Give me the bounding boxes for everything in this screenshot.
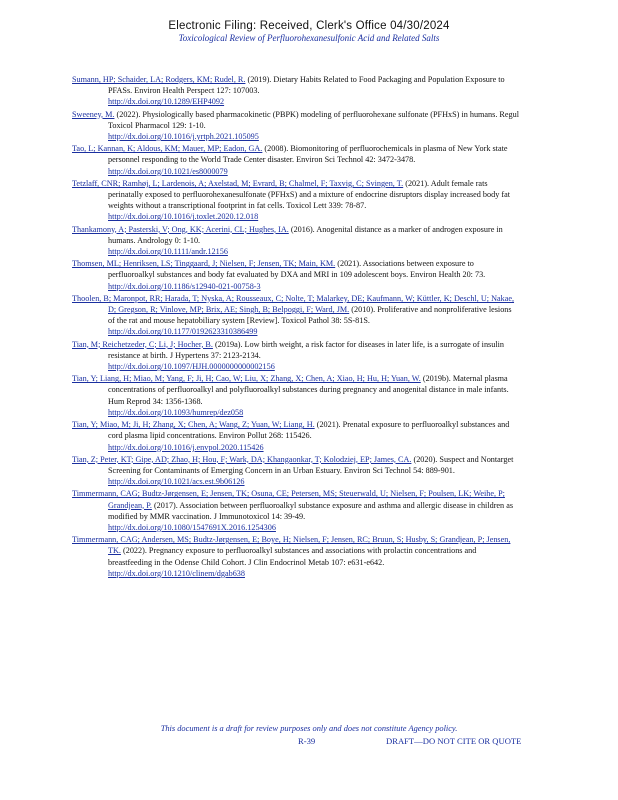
reference-doi-link[interactable]: http://dx.doi.org/10.1016/j.toxlet.2020.12.018 — [108, 212, 259, 222]
reference-authors: Sweeney, M. — [72, 109, 115, 119]
reference-entry — [72, 339, 520, 373]
reference-authors: Tian, Y; Miao, M; Ji, H; Zhang, X; Chen, A; Wang, Z; Yuan, W; Liang, H. — [72, 420, 315, 430]
reference-authors: Thomsen, ML; Henriksen, LS; Tinggaard, J; Nielsen, F; Jensen, TK; Main, KM. — [72, 259, 336, 269]
reference-entry — [72, 293, 520, 338]
reference-text: (2022). Physiologically based pharmacokinetic (PBPK) modeling of perfluorohexane sulfonate (PFHxS) in humans. Regul Toxicol Pharmacol 129: 1-10. — [108, 109, 519, 130]
reference-entry — [72, 454, 520, 488]
reference-entry — [72, 373, 520, 418]
reference-authors: Tetzlaff, CNR; Ramhøj, L; Lardenois, A; Axelstad, M; Evrard, B; Chalmel, F; Taxvig, C; Svingen, T. — [72, 178, 404, 188]
reference-text: (2021). Adult female rats perinatally exposed to perfluorohexanesulfonate (PFHxS) and a mixture of endocrine disruptors display increased body fat weights without a transcriptional footprint in fat cells. Toxicol Lett 339: 78-87. — [108, 178, 510, 211]
reference-doi-link[interactable]: http://dx.doi.org/10.1097/HJH.0000000000002156 — [108, 362, 275, 372]
page-number: R-39 — [298, 736, 316, 746]
reference-text: (2019a). Low birth weight, a risk factor for diseases in later life, is a surrogate of insulin resistance at birth. J Hypertens 37: 2123-2134. — [108, 339, 504, 360]
reference-entry — [72, 143, 520, 177]
draft-notice: DRAFT—DO NOT CITE OR QUOTE — [386, 736, 522, 746]
reference-authors: Thankamony, A; Pasterski, V; Ong, KK; Acerini, CL; Hughes, IA. — [72, 224, 289, 234]
reference-doi-link[interactable]: http://dx.doi.org/10.1093/humrep/dez058 — [108, 407, 244, 417]
reference-text: (2021). Prenatal exposure to perfluoroalkyl substances and cord plasma lipid concentrations. Environ Pollut 268: 115426. — [108, 420, 510, 441]
reference-doi-link[interactable]: http://dx.doi.org/10.1111/andr.12156 — [108, 247, 228, 257]
reference-authors: Tian, Y; Liang, H; Miao, M; Yang, F; Ji, H; Cao, W; Liu, X; Zhang, X; Chen, A; Xiao, H; Hu, H; Yuan, W. — [72, 374, 421, 384]
reference-doi-link[interactable]: http://dx.doi.org/10.1016/j.envpol.2020.115426 — [108, 442, 264, 452]
reference-doi-link[interactable]: http://dx.doi.org/10.1210/clinem/dgab638 — [108, 568, 245, 578]
reference-doi-link[interactable]: http://dx.doi.org/10.1177/0192623310386499 — [108, 327, 258, 337]
reference-text: (2021). Associations between exposure to perfluoroalkyl substances and body fat evaluated by DXA and MRI in 109 adolescent boys. Environ Health 20: 73. — [108, 259, 486, 280]
draft-disclaimer: This document is a draft for review purposes only and does not constitute Agency policy. — [160, 724, 458, 733]
reference-authors: Tian, M; Reichetzeder, C; Li, J; Hocher, B. — [72, 339, 213, 349]
reference-entry — [72, 74, 520, 108]
reference-text: (2010). Proliferative and nonproliferative lesions of the rat and mouse hepatobiliary system [Review]. Toxicol Pathol 38: 5S-81S. — [108, 305, 512, 326]
reference-doi-link[interactable]: http://dx.doi.org/10.1289/EHP4092 — [108, 97, 225, 107]
reference-authors: Tao, L; Kannan, K; Aldous, KM; Mauer, MP; Eadon, GA. — [72, 144, 263, 154]
reference-doi-link[interactable]: http://dx.doi.org/10.1021/acs.est.9b06126 — [108, 477, 245, 487]
reference-text: (2019). Dietary Habits Related to Food Packaging and Population Exposure to PFASs. Environ Health Perspect 127: 107003. — [108, 75, 505, 96]
reference-doi-link[interactable]: http://dx.doi.org/10.1080/1547691X.2016.1254306 — [108, 522, 276, 532]
reference-entry — [72, 178, 520, 223]
document-subtitle: Toxicological Review of Perfluorohexanesulfonic Acid and Related Salts — [178, 33, 440, 43]
reference-entry — [72, 534, 520, 579]
reference-text: (2020). Suspect and Nontarget Screening for Contaminants of Emerging Concern in an Urban Estuary. Environ Sci Technol 54: 889-901. — [108, 454, 514, 475]
reference-text: (2019b). Maternal plasma concentrations of perfluoroalkyl and polyfluoroalkyl substances during pregnancy and anogenital distance in male infants. Hum Reprod 34: 1356-1368. — [108, 374, 509, 406]
reference-authors: Tian, Z; Peter, KT; Gipe, AD; Zhao, H; Hou, F; Wark, DA; Khangaonkar, T; Kolodziej, EP; James, CA. — [72, 454, 412, 464]
reference-entry — [72, 419, 520, 453]
reference-doi-link[interactable]: http://dx.doi.org/10.1186/s12940-021-00758-3 — [108, 281, 261, 291]
reference-entry — [72, 258, 520, 292]
reference-list — [72, 74, 520, 580]
reference-text: (2017). Association between perfluoroalkyl substance exposure and asthma and allergic disease in children as modified by MMR vaccination. J Immunotoxicol 14: 39-49. — [108, 500, 514, 521]
reference-text: (2022). Pregnancy exposure to perfluoroalkyl substances and associations with prolactin concentrations and breastfeeding in the Odense Child Cohort. J Clin Endocrinol Metab 107: e631-e642. — [108, 546, 477, 567]
filing-stamp: Electronic Filing: Received, Clerk's Office 04/30/2024 — [168, 20, 450, 32]
reference-entry — [72, 109, 520, 143]
page-header — [0, 20, 618, 43]
reference-entry — [72, 224, 520, 258]
reference-authors: Sumann, HP; Schaider, LA; Rodgers, KM; Rudel, R. — [72, 75, 246, 84]
reference-authors: Timmermann, CAG; Andersen, MS; Budtz-Jørgensen, E; Boye, H; Nielsen, F; Jensen, RC; Bruun, S; Husby, S; Grandjean, P; Jensen, TK. — [72, 535, 511, 556]
reference-doi-link[interactable]: http://dx.doi.org/10.1021/es8000079 — [108, 166, 228, 176]
reference-text: (2008). Biomonitoring of perfluorochemicals in plasma of New York state personnel responding to the World Trade Center disaster. Environ Sci Technol 42: 3472-3478. — [108, 144, 508, 165]
reference-text: (2016). Anogenital distance as a marker of androgen exposure in humans. Andrology 0: 1-10. — [108, 224, 503, 245]
reference-authors: Timmermann, CAG; Budtz-Jørgensen, E; Jensen, TK; Osuna, CE; Petersen, MS; Steuerwald, U; Nielsen, F; Poulsen, LK; Weihe, P; Grandjean, P. — [72, 489, 505, 510]
reference-authors: Thoolen, B; Maronpot, RR; Harada, T; Nyska, A; Rousseaux, C; Nolte, T; Malarkey, DE; Kaufmann, W; Küttler, K; Deschl, U; Nakae, D; Gregson, R; Vinlove, MP; Brix, AE; Singh, B; Belpoggi, F; Ward, JM. — [72, 293, 515, 315]
reference-entry — [72, 488, 520, 533]
reference-doi-link[interactable]: http://dx.doi.org/10.1016/j.yrtph.2021.105095 — [108, 132, 259, 142]
